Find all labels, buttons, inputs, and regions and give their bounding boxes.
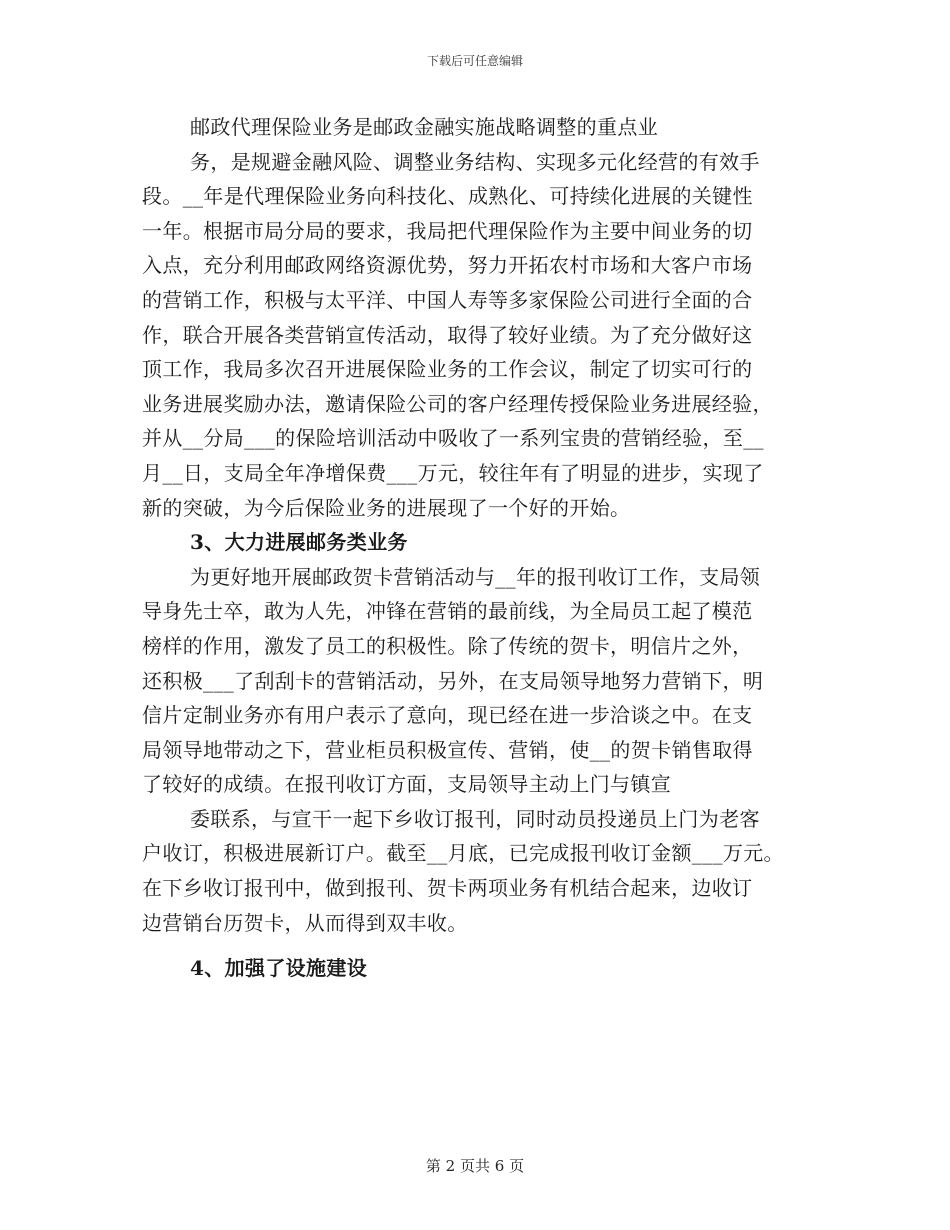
paragraph-line: 并从__分局___的保险培训活动中吸收了一系列宝贵的营销经验，至__ [142, 426, 764, 451]
paragraph-line: 顶工作，我局多次召开进展保险业务的工作会议，制定了切实可行的 [142, 357, 753, 382]
page-footer: 第 2 页共 6 页 [425, 1157, 525, 1175]
paragraph-line: 户收订，积极进展新订户。截至__月底，已完成报刊收订金额___万元。 [142, 841, 784, 866]
paragraph-line: 边营销台历贺卡，从而得到双丰收。 [142, 910, 468, 935]
paragraph-line: 入点，充分利用邮政网络资源优势，努力开拓农村市场和大客户市场 [142, 253, 753, 278]
paragraph-line: 在下乡收订报刊中，做到报刊、贺卡两项业务有机结合起来，边收订 [142, 876, 753, 901]
paragraph-line: 一年。根据市局分局的要求，我局把代理保险作为主要中间业务的切 [142, 218, 753, 243]
paragraph-line: 为更好地开展邮政贺卡营销活动与__年的报刊收订工作，支局领 [190, 564, 761, 589]
paragraph-line: 的营销工作，积极与太平洋、中国人寿等多家保险公司进行全面的合 [142, 287, 753, 312]
page-header: 下载后可任意编辑 [426, 54, 523, 68]
document-body [142, 110, 822, 986]
section-heading: 3、大力进展邮务类业务 [190, 530, 408, 555]
paragraph-line: 榜样的作用，激发了员工的积极性。除了传统的贺卡，明信片之外， [142, 633, 753, 658]
paragraph-line: 了较好的成绩。在报刊收订方面，支局领导主动上门与镇宣 [142, 772, 672, 797]
paragraph-line: 新的突破，为今后保险业务的进展现了一个好的开始。 [142, 495, 631, 520]
paragraph-line: 导身先士卒，敢为人先，冲锋在营销的最前线，为全局员工起了模范 [142, 599, 753, 624]
paragraph-line: 局领导地带动之下，营业柜员积极宣传、营销，使__的贺卡销售取得 [142, 737, 753, 762]
paragraph-line: 月__日，支局全年净增保费___万元，较往年有了明显的进步，实现了 [142, 460, 764, 485]
paragraph-line: 邮政代理保险业务是邮政金融实施战略调整的重点业 [190, 115, 659, 139]
paragraph-line: 信片定制业务亦有用户表示了意向，现已经在进一步洽谈之中。在支 [142, 703, 753, 728]
paragraph-line: 务，是规避金融风险、调整业务结构、实现多元化经营的有效手 [190, 149, 760, 174]
section-heading: 4、加强了设施建设 [190, 956, 368, 981]
paragraph-line: 委联系，与宣干一起下乡收订报刊，同时动员投递员上门为老客 [190, 806, 760, 831]
paragraph-line: 段。__年是代理保险业务向科技化、成熟化、可持续化进展的关键性 [142, 184, 753, 209]
paragraph-line: 作，联合开展各类营销宣传活动，取得了较好业绩。为了充分做好这 [142, 322, 753, 347]
paragraph-line: 还积极___了刮刮卡的营销活动，另外，在支局领导地努力营销下，明 [142, 668, 764, 693]
paragraph-line: 业务进展奖励办法，邀请保险公司的客户经理传授保险业务进展经验， [142, 391, 773, 416]
